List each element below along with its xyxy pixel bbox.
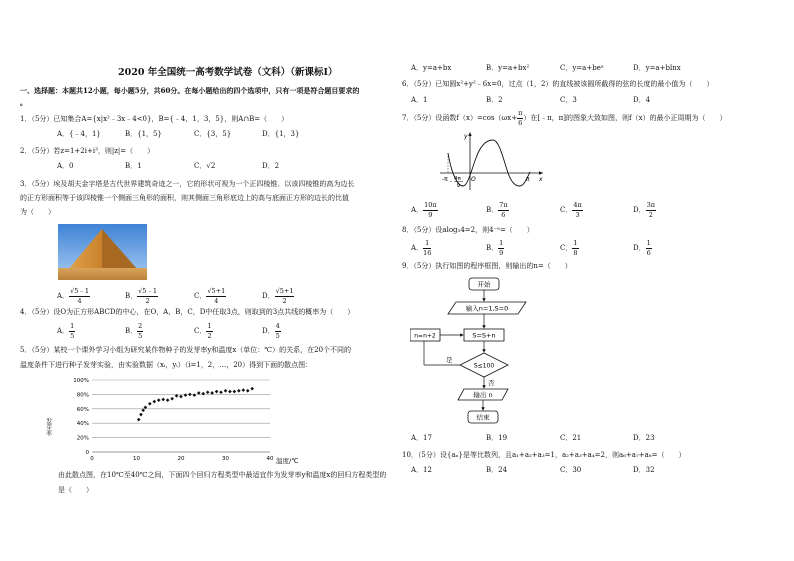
scatter-point: [137, 418, 141, 422]
scatter-point: [233, 390, 237, 394]
q9-option-d[interactable]: D．23: [633, 434, 655, 442]
q6-option-a[interactable]: A．1: [411, 96, 428, 104]
flow-update-s: S=S+n: [472, 331, 496, 340]
q8-option-a[interactable]: A． $\frac{1}{16}$: [411, 239, 432, 257]
q6-stem: 6．（5分）已知圆x²+y²﹣6x=0，过点（1，2）的直线被该圆所截得的弦的长度的最小值为（ ）: [402, 80, 714, 88]
q1-option-a[interactable]: A．{﹣4，1}: [57, 130, 101, 138]
q8-stem: 8．（5分）设alog₃4=2，则4⁻ᵃ=（ ）: [402, 226, 534, 234]
scatter-point: [193, 393, 197, 397]
q3-option-a[interactable]: A． $\frac{√5﹣1}{4}$: [57, 287, 89, 305]
q9-option-a[interactable]: A．17: [411, 434, 432, 442]
scatter-point: [139, 413, 143, 417]
scatter-point: [242, 388, 246, 392]
q2-option-a[interactable]: A．0: [57, 162, 74, 170]
scatter-point: [246, 389, 250, 393]
scatter-point: [250, 387, 254, 391]
q3-line1: 3．（5分）埃及胡夫金字塔是古代世界建筑奇迹之一，它的形状可视为一个正四棱锥．以该四棱锥的高为边长: [20, 180, 355, 188]
q10-stem: 10．（5分）设{aₙ}是等比数列，且a₁+a₂+a₃=1，a₂+a₃+a₄=2，则a₆+a₇+a₈=（ ）: [402, 451, 686, 459]
q7-graph-pi: π: [526, 176, 530, 183]
q4-option-d[interactable]: D． $\frac{4}{5}$: [262, 322, 280, 340]
scatter-point: [188, 393, 192, 397]
q7-graph-neg-pi: -π: [442, 176, 448, 183]
q4-stem: 4．（5分）设O为正方形ABCD的中心，在O，A，B，C，D中任取3点，则取到的3点共线的概率为（ ）: [20, 308, 355, 316]
scatter-y-tick-labels: [73, 378, 89, 456]
q10-option-d[interactable]: D．32: [633, 466, 655, 474]
q10-option-a[interactable]: A．12: [411, 466, 432, 474]
q1-option-b[interactable]: B．{1，5}: [125, 130, 162, 138]
q9-option-b[interactable]: B．19: [486, 434, 508, 442]
q3-option-c[interactable]: C． $\frac{√5+1}{4}$: [194, 287, 226, 305]
scatter-point: [237, 389, 241, 393]
q3-option-b[interactable]: B． $\frac{√5﹣1}{2}$: [125, 287, 158, 305]
flow-input: 输入n=1,S=0: [465, 304, 509, 313]
q6-option-c[interactable]: C．3: [560, 96, 577, 104]
flow-no: 否: [488, 379, 495, 387]
q5-line2: 温度条件下进行种子发芽实验，由实验数据（xᵢ，yᵢ）（i=1，2，…，20）得到下面的散点图：: [20, 361, 313, 369]
scatter-y-tick: 40%: [76, 421, 89, 428]
q3-line3: 为（ ）: [20, 208, 55, 216]
q5-option-b[interactable]: B．y=a+bx²: [486, 64, 530, 72]
q9-flowchart: [410, 276, 550, 428]
scatter-point: [157, 398, 161, 402]
scatter-x-tick: 40: [266, 456, 274, 462]
q7-option-b[interactable]: B． $\frac{7\pi}{6}$: [486, 201, 508, 219]
q6-option-d[interactable]: D．4: [633, 96, 651, 104]
q9-stem: 9．（5分）执行如图的程序框图，则输出的n=（ ）: [402, 262, 572, 270]
q4-option-a[interactable]: A． $\frac{1}{5}$: [57, 322, 75, 340]
scatter-plot: [44, 372, 314, 464]
flow-output: 输出 n: [473, 391, 493, 399]
q8-option-b[interactable]: B． $\frac{1}{9}$: [486, 239, 504, 257]
scatter-point: [153, 400, 157, 404]
flow-end: 结束: [476, 413, 490, 422]
scatter-point: [179, 395, 183, 399]
scatter-y-tick: 100%: [73, 378, 89, 384]
scatter-y-tick: 60%: [76, 406, 89, 413]
scatter-y-label: 发芽率: [44, 418, 52, 436]
scatter-point: [184, 393, 188, 397]
q7-cosine-graph: [438, 128, 548, 192]
q8-option-d[interactable]: D． $\frac{1}{6}$: [633, 239, 651, 257]
q7-option-d[interactable]: D． $\frac{3\pi}{2}$: [633, 201, 656, 219]
scatter-x-tick: 20: [177, 456, 185, 462]
q7-graph-mark-num: 4π: [454, 176, 461, 182]
flow-update-n: n=n+2: [414, 332, 436, 340]
scatter-point: [219, 390, 223, 394]
q4-option-b[interactable]: B． $\frac{2}{5}$: [125, 322, 143, 340]
scatter-x-tick: 10: [133, 456, 140, 462]
q7-graph-mark-sign: -: [450, 178, 453, 185]
q5-line4: 是（ ）: [58, 486, 93, 494]
scatter-point: [166, 398, 170, 402]
scatter-point: [201, 392, 205, 396]
scatter-y-tick: 80%: [76, 392, 89, 399]
q6-option-b[interactable]: B．2: [486, 96, 503, 104]
q3-option-d[interactable]: D． $\frac{√5+1}{2}$: [262, 287, 294, 305]
q2-option-d[interactable]: D．2: [262, 162, 280, 170]
q7-option-a[interactable]: A． $\frac{10\pi}{9}$: [411, 201, 437, 219]
q4-option-c[interactable]: C． $\frac{1}{2}$: [194, 322, 212, 340]
flow-condition: S≤100: [473, 362, 495, 370]
q7-graph-mark-den: 9: [456, 183, 460, 189]
q5-option-d[interactable]: D．y=a+blnx: [633, 64, 681, 72]
q10-option-b[interactable]: B．24: [486, 466, 508, 474]
q9-option-c[interactable]: C．21: [560, 434, 582, 442]
flow-yes: 是: [446, 356, 453, 364]
scatter-point: [228, 390, 232, 394]
scatter-x-tick: 30: [222, 456, 229, 462]
q7-graph-x: x: [539, 176, 543, 183]
scatter-x-tick: 0: [90, 456, 94, 462]
scatter-point: [206, 390, 210, 394]
scatter-point: [148, 402, 152, 406]
section-heading-tail: 。: [20, 98, 27, 107]
scatter-points: [137, 387, 254, 422]
section-heading: 一、选择题：本题共12小题，每小题5分，共60分。在每小题给出的四个选项中，只有一项是符合题目要求的: [20, 86, 360, 95]
q2-option-c[interactable]: C．√2: [194, 162, 216, 170]
q7-graph-y: y: [464, 133, 468, 140]
pyramid-image: [58, 224, 147, 280]
scatter-y-tick: 20%: [76, 435, 89, 442]
q2-sqrt2: √2: [206, 162, 216, 170]
scatter-point: [224, 389, 228, 393]
q5-line1: 5．（5分）某校一个课外学习小组为研究某作物种子的发芽率y和温度x（单位：℃）的关系，在20个不同的: [20, 346, 352, 354]
scatter-x-tick-labels: [90, 456, 274, 462]
q10-option-c[interactable]: C．30: [560, 466, 582, 474]
flow-start: 开始: [477, 280, 491, 289]
q5-option-c[interactable]: C．y=a+beˣ: [560, 64, 604, 72]
scatter-y-tick: 0: [85, 450, 89, 456]
scatter-point: [215, 390, 219, 394]
q2-stem: 2．（5分）若z=1+2i+i³，则|z|=（ ）: [20, 147, 155, 155]
q5-line3: 由此散点图，在10℃至40℃之间，下面四个回归方程类型中最适宜作为发芽率y和温度x的回归方程类型的: [58, 471, 387, 479]
scatter-x-label: 温度/℃: [276, 457, 299, 464]
page-title: 2020 年全国统一高考数学试卷（文科）（新课标Ⅰ）: [118, 67, 338, 78]
q7-option-c[interactable]: C． $\frac{4\pi}{3}$: [560, 201, 582, 219]
q1-option-d[interactable]: D．{1，3}: [262, 130, 300, 138]
scatter-point: [170, 397, 174, 401]
q1-option-c[interactable]: C．{3，5}: [194, 130, 232, 138]
q7-stem: 7．（5分）设函数f（x）=cos（ωx+ $\frac{\pi}{6}$ ）在[﹣π，π]的图象大致如图，则f（x）的最小正周期为（ ）: [402, 109, 727, 127]
q1-stem: 1．（5分）已知集合A={x|x²﹣3x﹣4<0}，B={﹣4，1，3，5}，则A∩B=（ ）: [20, 115, 289, 123]
scatter-point: [161, 398, 165, 402]
q7-graph-origin: O: [471, 176, 476, 183]
q8-option-c[interactable]: C． $\frac{1}{8}$: [560, 239, 578, 257]
q5-option-a[interactable]: A．y=a+bx: [411, 64, 452, 72]
q3-line2: 的正方形面积等于该四棱锥一个侧面三角形的面积，则其侧面三角形底边上的高与底面正方形的边长的比值: [20, 194, 349, 202]
q2-option-b[interactable]: B．1: [125, 162, 142, 170]
